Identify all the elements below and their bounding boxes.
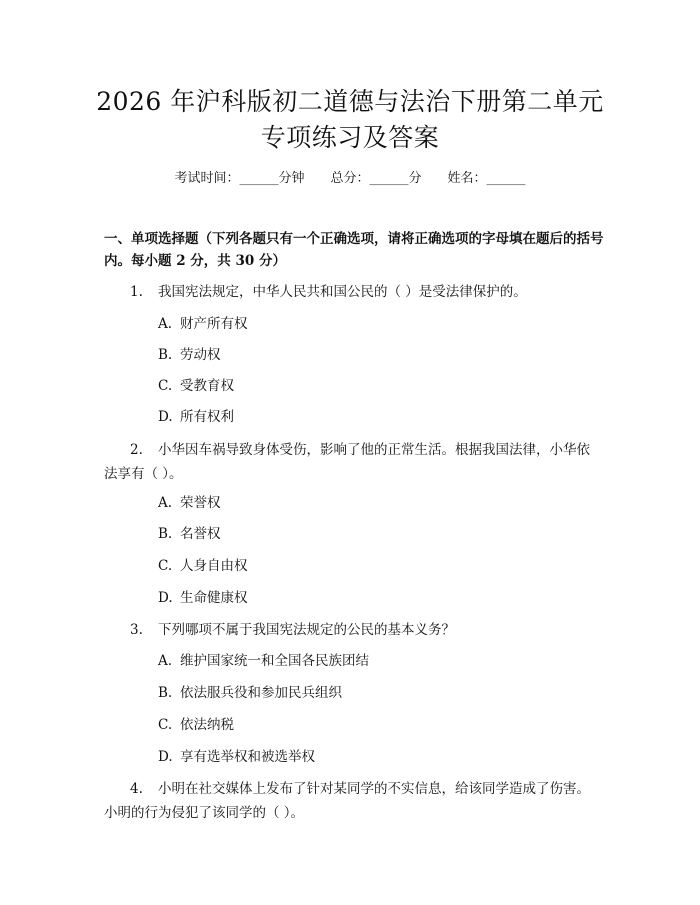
document-title-line-2: 专项练习及答案 (260, 123, 440, 152)
option-text: 享有选举权和被选举权 (180, 749, 315, 765)
question-3-option-c (158, 715, 234, 735)
exam-time: 考试时间：______分钟 (174, 171, 305, 186)
option-text: 受教育权 (180, 378, 234, 394)
option-text: 生命健康权 (180, 590, 248, 606)
question-3-option-a (158, 651, 369, 671)
question-1-option-a (158, 314, 248, 334)
option-text: 所有权利 (180, 409, 234, 425)
option-letter: C. (158, 717, 173, 733)
option-letter: C. (158, 378, 173, 394)
option-letter: D. (158, 590, 173, 606)
question-2-option-a (158, 493, 221, 513)
option-text: 名誉权 (180, 526, 221, 542)
question-text: 我国宪法规定，中华人民共和国公民的（ ）是受法律保护的。 (158, 284, 527, 300)
option-text: 维护国家统一和全国各民族团结 (180, 653, 369, 669)
question-number: 2. (130, 442, 143, 458)
question-3-option-b (158, 683, 342, 703)
question-number: 1. (130, 284, 143, 300)
question-1 (104, 280, 602, 304)
question-1-option-b (158, 345, 221, 365)
option-letter: D. (158, 749, 173, 765)
option-letter: B. (158, 347, 173, 363)
option-letter: A. (158, 495, 173, 511)
option-letter: B. (158, 526, 173, 542)
question-4 (104, 777, 602, 825)
option-text: 依法服兵役和参加民兵组织 (180, 685, 342, 701)
option-text: 人身自由权 (180, 558, 248, 574)
question-2-option-c (158, 556, 248, 576)
question-3-option-d (158, 747, 315, 767)
option-letter: C. (158, 558, 173, 574)
question-text-continued: 小明的行为侵犯了该同学的（ ）。 (104, 805, 305, 821)
question-2-option-b (158, 524, 221, 544)
option-text: 劳动权 (180, 347, 221, 363)
option-letter: D. (158, 409, 173, 425)
option-letter: A. (158, 653, 173, 669)
exam-meta (0, 170, 700, 188)
question-1-option-d (158, 407, 234, 427)
question-2 (104, 438, 602, 486)
document-title-line-1: 2026 年沪科版初二道德与法治下册第二单元 (96, 87, 604, 116)
exam-student-name: 姓名：______ (447, 171, 526, 186)
question-1-option-c (158, 376, 234, 396)
question-3 (104, 618, 602, 642)
exam-total-score: 总分：______分 (330, 171, 422, 186)
option-text: 财产所有权 (180, 316, 248, 332)
option-letter: B. (158, 685, 173, 701)
question-number: 4. (130, 781, 143, 797)
question-number: 3. (130, 622, 143, 638)
section-heading: 一、单项选择题（下列各题只有一个正确选项，请将正确选项的字母填在题后的括号内。每小题 2 分，共 30 分） (104, 231, 604, 269)
option-text: 荣誉权 (180, 495, 221, 511)
question-text: 小明在社交媒体上发布了针对某同学的不实信息，给该同学造成了伤害。 (158, 781, 590, 797)
option-text: 依法纳税 (180, 717, 234, 733)
option-letter: A. (158, 316, 173, 332)
question-text: 小华因车祸导致身体受伤，影响了他的正常生活。根据我国法律，小华依 (158, 442, 590, 458)
question-2-option-d (158, 588, 248, 608)
question-text: 下列哪项不属于我国宪法规定的公民的基本义务？ (158, 622, 455, 638)
question-text-continued: 法享有（ ）。 (104, 466, 183, 482)
